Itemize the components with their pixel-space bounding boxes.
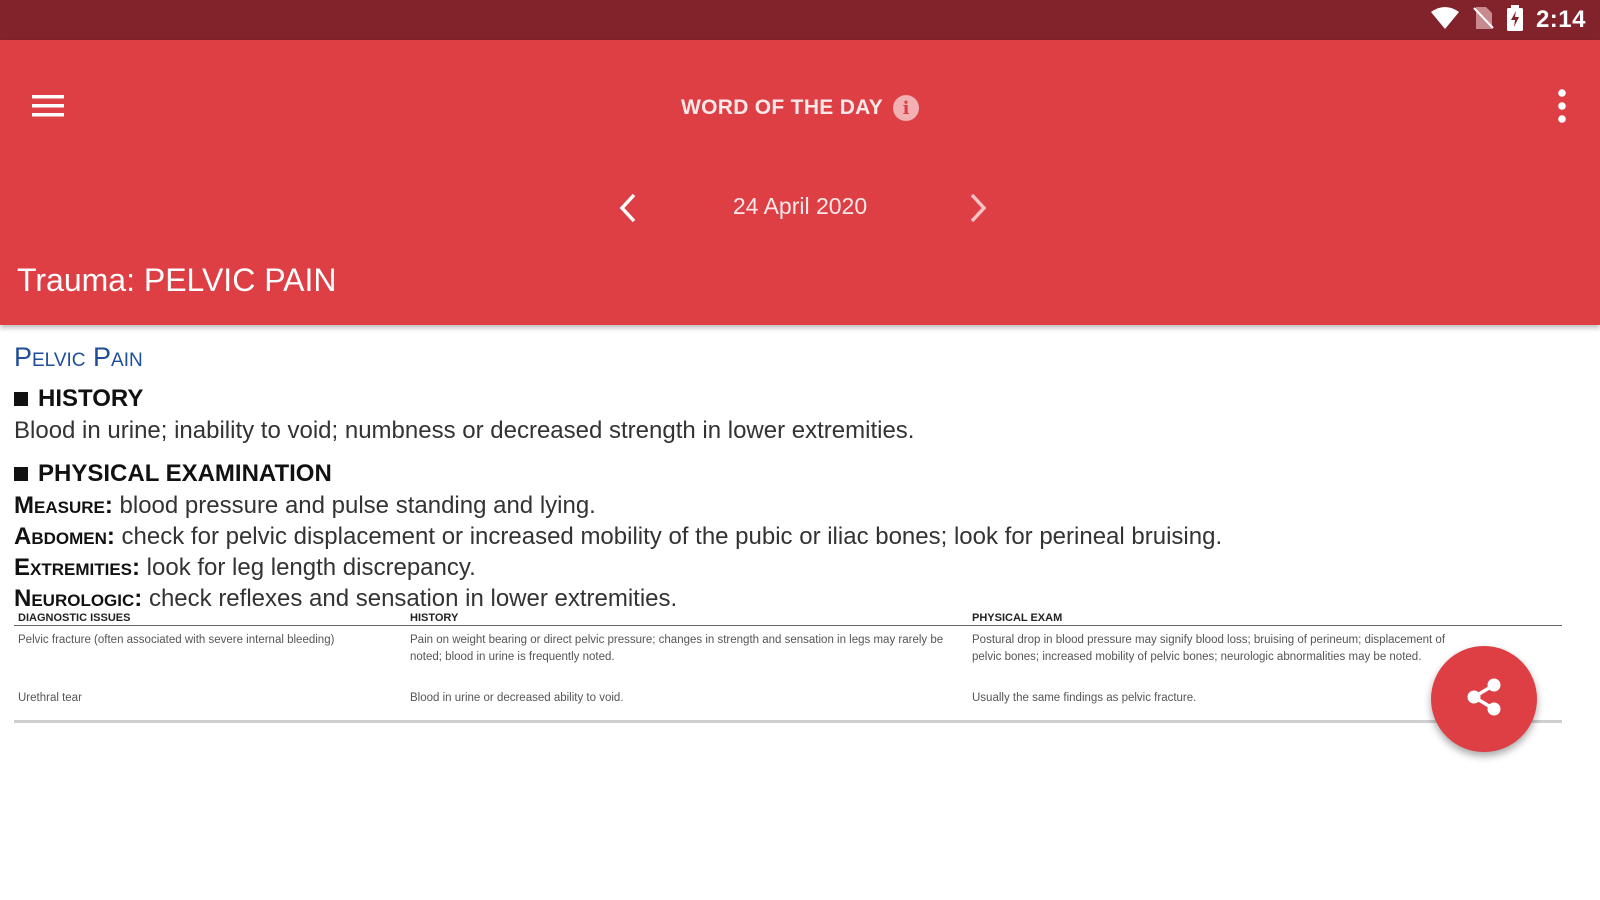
exam-text: blood pressure and pulse standing and lying. (112, 492, 596, 519)
physical-exam-heading-text: PHYSICAL EXAMINATION (38, 460, 332, 487)
no-sim-icon (1472, 6, 1494, 35)
history-heading (14, 383, 1574, 415)
table-header-cell: DIAGNOSTIC ISSUES (18, 612, 131, 624)
date-navigator (0, 185, 1600, 235)
exam-text: check reflexes and sensation in lower extremities. (142, 585, 678, 612)
exam-label: Extremities: (14, 554, 141, 581)
more-vert-icon (1557, 88, 1567, 129)
table-cell: Urethral tear (18, 692, 82, 704)
bullet-square-icon (14, 467, 28, 481)
table-cell: Postural drop in blood pressure may signify blood loss; bruising of perineum; displacement of pelvic bones; increased mobility of pelvic bones; neurologic abnormalities may be noted. (972, 634, 1446, 663)
table-header (14, 612, 1562, 626)
table-header-cell: HISTORY (410, 612, 459, 624)
app-title: WORD OF THE DAY (680, 96, 884, 119)
history-heading-text: HISTORY (38, 385, 144, 412)
bullet-square-icon (14, 392, 28, 406)
status-icons (1430, 6, 1586, 34)
status-bar (0, 0, 1600, 40)
table-header-cell: PHYSICAL EXAM (972, 612, 1063, 624)
chevron-right-icon (968, 192, 988, 229)
article-content (14, 342, 1574, 614)
info-icon[interactable]: i (893, 95, 919, 121)
table-row (14, 632, 1562, 690)
exam-text: look for leg length discrepancy. (140, 554, 476, 581)
table-bottom-rule (14, 720, 1562, 723)
history-text: Blood in urine; inability to void; numbness or decreased strength in lower extremities. (14, 417, 915, 444)
share-icon (1462, 675, 1506, 724)
more-options-button[interactable] (1542, 84, 1582, 132)
diagnostic-table (14, 612, 1562, 710)
table-cell: Blood in urine or decreased ability to void. (410, 692, 624, 704)
page-title: Trauma: PELVIC PAIN (17, 262, 337, 298)
date-label: 24 April 2020 (732, 193, 868, 219)
wifi-icon (1430, 6, 1460, 35)
title-bar (0, 90, 1600, 126)
status-time: 2:14 (1535, 6, 1586, 33)
exam-item-neurologic (14, 583, 1574, 614)
exam-label: Measure: (14, 492, 113, 519)
table-cell: Pelvic fracture (often associated with severe internal bleeding) (18, 634, 335, 646)
exam-item-abdomen (14, 521, 1574, 552)
exam-item-measure (14, 490, 1574, 521)
physical-exam-heading (14, 458, 1574, 490)
table-row (14, 690, 1562, 710)
exam-text: check for pelvic displacement or increased mobility of the pubic or iliac bones; look for perineal bruising. (114, 523, 1223, 550)
share-button[interactable] (1431, 646, 1537, 752)
exam-item-extremities (14, 552, 1574, 583)
next-day-button[interactable] (958, 189, 998, 231)
spacer (14, 446, 1574, 458)
section-title: Pelvic Pain (14, 342, 143, 372)
exam-label: Neurologic: (14, 585, 143, 612)
table-cell: Pain on weight bearing or direct pelvic pressure; changes in strength and sensation in legs may rarely be noted; blood in urine is frequently noted. (410, 634, 944, 663)
app-header (0, 40, 1600, 325)
exam-label: Abdomen: (14, 523, 115, 550)
battery-icon (1506, 5, 1524, 36)
table-cell: Usually the same findings as pelvic fracture. (972, 692, 1197, 704)
